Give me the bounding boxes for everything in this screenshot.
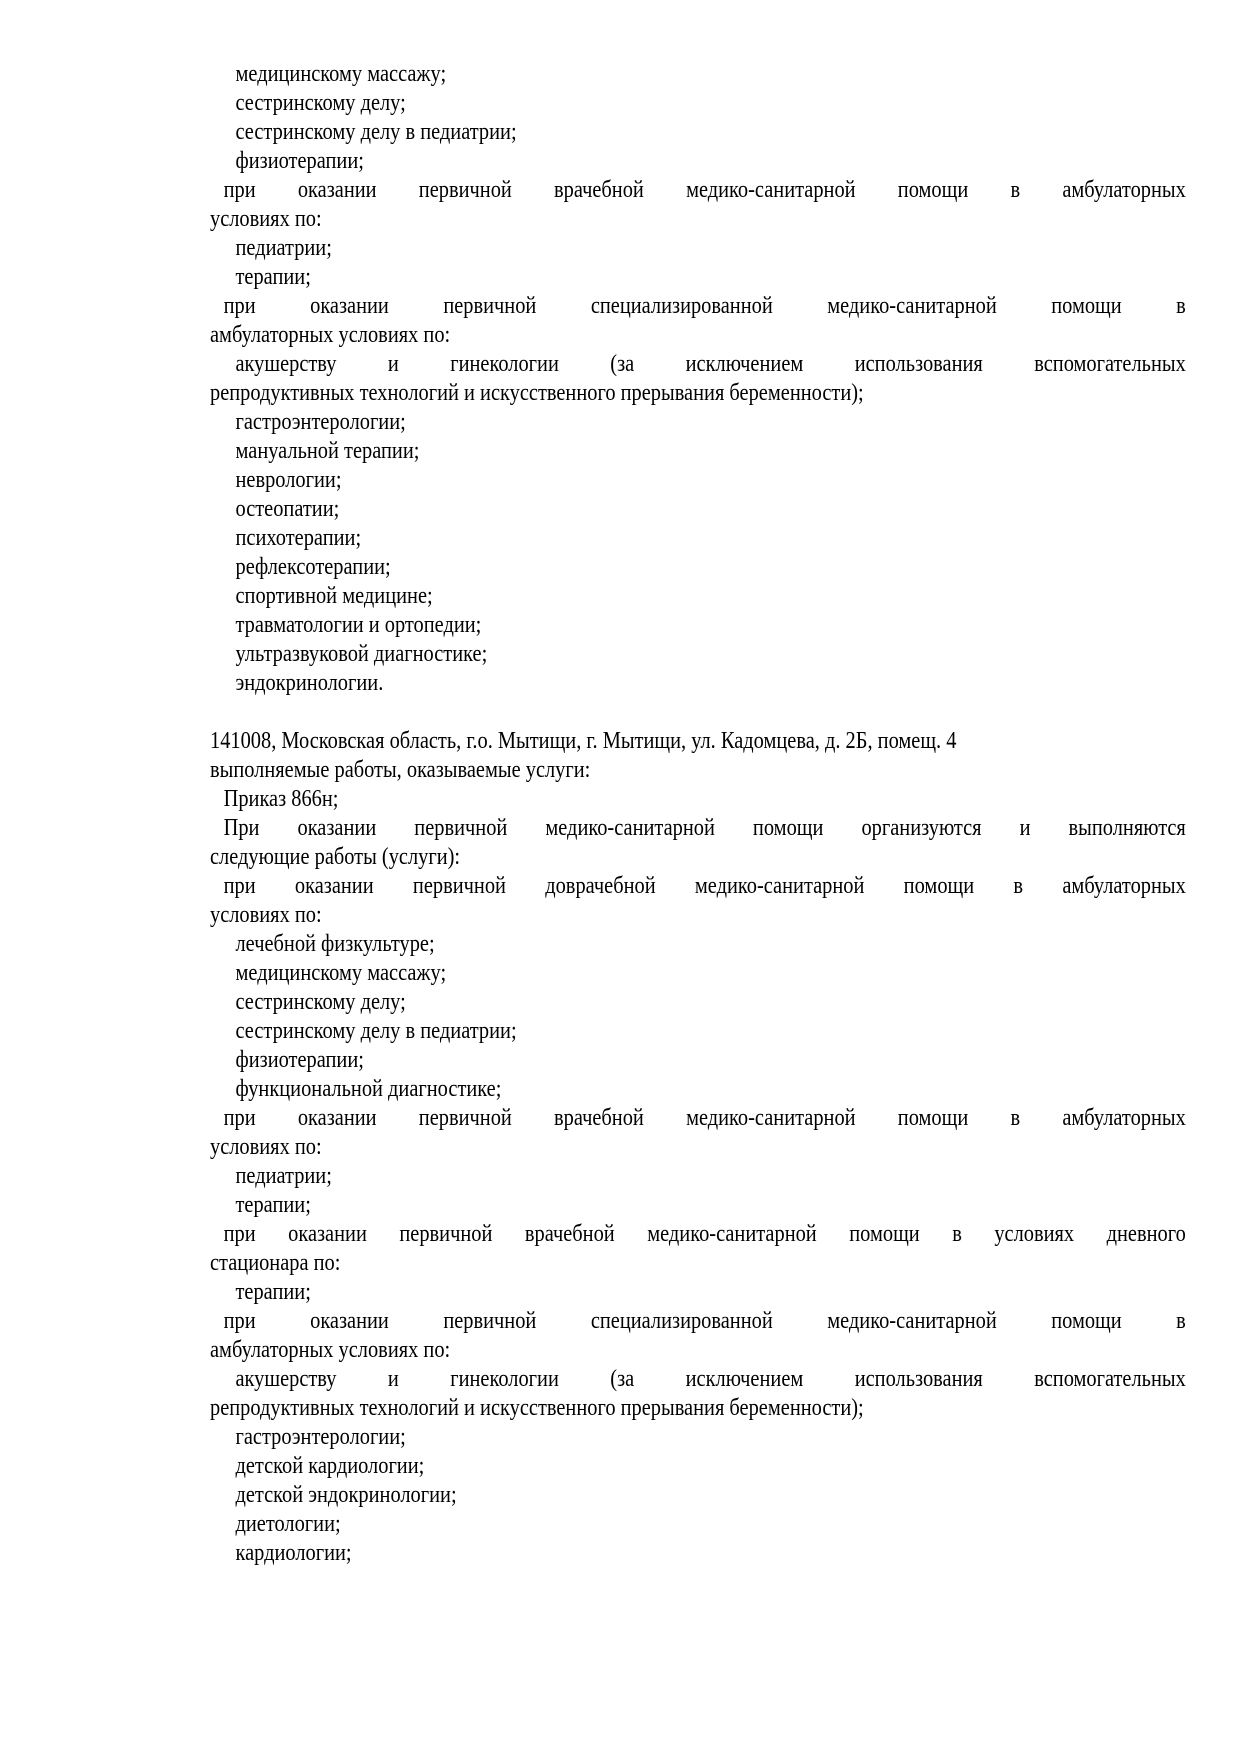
text-line: терапии; <box>235 1279 311 1305</box>
text-line: функциональной диагностике; <box>235 1076 502 1102</box>
text-line: спортивной медицине; <box>235 583 433 609</box>
text-line: терапии; <box>235 1192 311 1218</box>
text-line: педиатрии; <box>235 1163 332 1189</box>
text-line: медицинскому массажу; <box>235 960 447 986</box>
text-line: неврологии; <box>235 467 342 493</box>
text-line: при оказании первичной специализированной медико-санитарной помощи в <box>223 1308 1186 1334</box>
text-line: педиатрии; <box>235 235 332 261</box>
text-line: гастроэнтерологии; <box>235 1424 406 1450</box>
text-line: стационара по: <box>210 1250 341 1276</box>
text-line: сестринскому делу в педиатрии; <box>235 1018 517 1044</box>
text-line: эндокринологии. <box>235 670 384 696</box>
text-line: диетологии; <box>235 1511 341 1537</box>
text-line: амбулаторных условиях по: <box>210 1337 451 1363</box>
text-line: при оказании первичной доврачебной медико-санитарной помощи в амбулаторных <box>223 873 1186 899</box>
text-line: сестринскому делу; <box>235 90 406 116</box>
text-line: 141008, Московская область, г.о. Мытищи, г. Мытищи, ул. Кадомцева, д. 2Б, помещ. 4 <box>210 728 957 754</box>
text-line: При оказании первичной медико-санитарной помощи организуются и выполняются <box>223 815 1186 841</box>
text-line: при оказании первичной врачебной медико-санитарной помощи в амбулаторных <box>223 177 1186 203</box>
text-line: детской эндокринологии; <box>235 1482 457 1508</box>
text-line: сестринскому делу; <box>235 989 406 1015</box>
text-line: медицинскому массажу; <box>235 61 447 87</box>
text-line: условиях по: <box>210 1134 322 1160</box>
text-line: ультразвуковой диагностике; <box>235 641 488 667</box>
text-line: гастроэнтерологии; <box>235 409 406 435</box>
text-line: выполняемые работы, оказываемые услуги: <box>210 757 591 783</box>
text-line: рефлексотерапии; <box>235 554 391 580</box>
text-line: остеопатии; <box>235 496 340 522</box>
text-line: условиях по: <box>210 902 322 928</box>
text-line: терапии; <box>235 264 311 290</box>
text-line: травматологии и ортопедии; <box>235 612 482 638</box>
text-line: детской кардиологии; <box>235 1453 425 1479</box>
text-line: сестринскому делу в педиатрии; <box>235 119 517 145</box>
text-line: условиях по: <box>210 206 322 232</box>
text-line: при оказании первичной врачебной медико-санитарной помощи в условиях дневного <box>223 1221 1186 1247</box>
text-line: психотерапии; <box>235 525 362 551</box>
text-line: акушерству и гинекологии (за исключением использования вспомогательных <box>235 351 1186 377</box>
text-line: физиотерапии; <box>235 148 364 174</box>
document-body <box>210 60 1186 1568</box>
text-line: физиотерапии; <box>235 1047 364 1073</box>
text-line: следующие работы (услуги): <box>210 844 461 870</box>
text-line: репродуктивных технологий и искусственного прерывания беременности); <box>210 1395 864 1421</box>
text-line: акушерству и гинекологии (за исключением использования вспомогательных <box>235 1366 1186 1392</box>
text-line: Приказ 866н; <box>223 786 339 812</box>
text-line: репродуктивных технологий и искусственного прерывания беременности); <box>210 380 864 406</box>
text-line: при оказании первичной специализированной медико-санитарной помощи в <box>223 293 1186 319</box>
text-line: при оказании первичной врачебной медико-санитарной помощи в амбулаторных <box>223 1105 1186 1131</box>
text-line: амбулаторных условиях по: <box>210 322 451 348</box>
text-line: лечебной физкультуре; <box>235 931 435 957</box>
blank-line <box>210 698 1186 727</box>
text-line: кардиологии; <box>235 1540 352 1566</box>
text-line: мануальной терапии; <box>235 438 420 464</box>
